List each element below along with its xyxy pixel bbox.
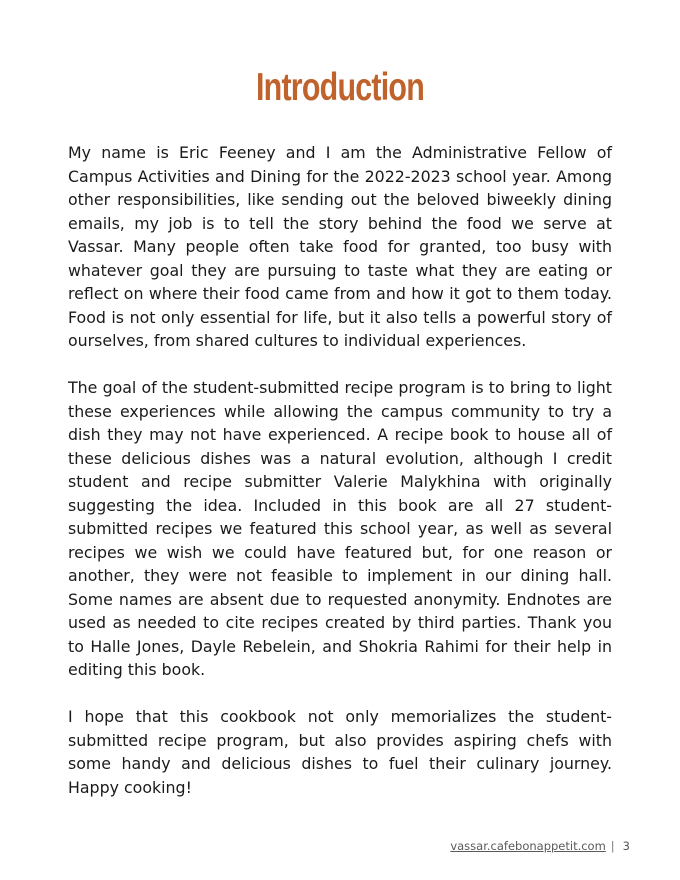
page-footer — [450, 839, 630, 853]
footer-separator: | — [610, 839, 615, 853]
page-number: 3 — [622, 839, 630, 853]
paragraph-closing: I hope that this cookbook not only memorializes the student-submitted recipe program, but also provides aspiring chefs with some handy and delicious dishes to fuel their culinary journey. Happy cooking! — [68, 707, 612, 797]
paragraph-intro: My name is Eric Feeney and I am the Administrative Fellow of Campus Activities and Dining for the 2022-2023 school year. Among other responsibilities, like sending out the beloved biweekly dining emails, my job is to tell the story behind the food we serve at Vassar. Many people often take food for granted, too busy with whatever goal they are pursuing to taste what they are eating or reflect on where their food came from and how it got to them today. Food is not only essential for life, but it also tells a powerful story of ourselves, from shared cultures to individual experiences. — [68, 143, 612, 350]
paragraph-program-goal: The goal of the student-submitted recipe program is to bring to light these experiences while allowing the campus community to try a dish they may not have experienced. A recipe book to house all of these delicious dishes was a natural evolution, although I credit student and recipe submitter Valerie Malykhina with originally suggesting the idea. Included in this book are all 27 student-submitted recipes we featured this school year, as well as several recipes we wish we could have featured but, for one reason or another, they were not feasible to implement in our dining hall. Some names are absent due to requested anonymity. Endnotes are used as needed to cite recipes created by third parties. Thank you to Halle Jones, Dayle Rebelein, and Shokria Rahimi for their help in editing this book. — [68, 378, 612, 679]
page-title: Introduction — [255, 66, 425, 109]
body-text — [68, 141, 612, 823]
website-link[interactable]: vassar.cafebonappetit.com — [450, 839, 606, 853]
